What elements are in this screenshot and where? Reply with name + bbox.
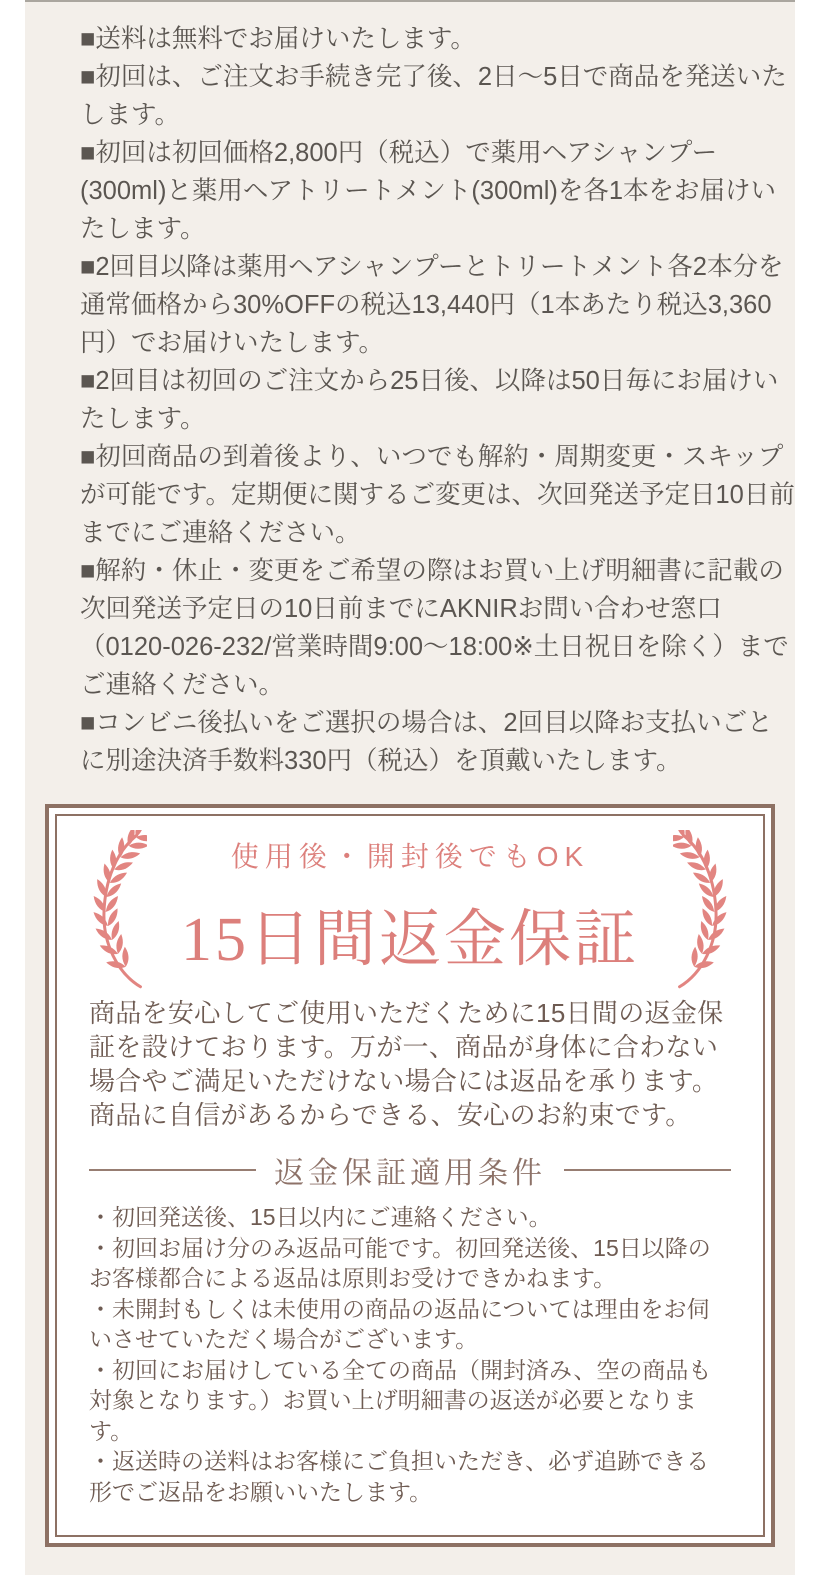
guarantee-description: [89, 996, 731, 1132]
guarantee-description-paragraph: 商品を安心してご使用いただくために15日間の返金保証を設けております。万が一、商品が身体に合わない場合やご満足いただけない場合には返品を承ります。: [89, 998, 724, 1096]
guarantee-title: 15日間返金保証: [180, 905, 639, 974]
conditions-heading: [89, 1148, 731, 1192]
terms-item: ■コンビニ後払いをご選択の場合は、2回目以降お支払いごとに別途決済手数料330円（税込）を頂戴いたします。: [80, 709, 773, 775]
conditions-heading-label: 返金保証適用条件: [274, 1157, 546, 1190]
content-column: [25, 0, 795, 1575]
guarantee-box-inner: [55, 814, 765, 1537]
terms-item: ■2回目は初回のご注文から25日後、以降は50日毎にお届けいたします。: [80, 367, 779, 433]
terms-item: ■初回は初回価格2,800円（税込）で薬用ヘアシャンプー(300ml)と薬用ヘアトリートメント(300ml)を各1本をお届けいたします。: [80, 139, 777, 243]
terms-item: ■初回は、ご注文お手続き完了後、2日〜5日で商品を発送いたします。: [80, 63, 787, 129]
guarantee-header: [89, 830, 731, 992]
money-back-guarantee-box: [45, 804, 775, 1547]
terms-item: ■送料は無料でお届けいたします。: [80, 25, 476, 53]
guarantee-description-paragraph: 商品に自信があるからできる、安心のお約束です。: [89, 1100, 692, 1130]
subscription-terms-list: [25, 2, 795, 804]
terms-item: ■初回商品の到着後より、いつでも解約・周期変更・スキップが可能です。定期便に関するご変更は、次回発送予定日10日前までにご連絡ください。: [80, 443, 795, 547]
divider-line-right: [564, 1169, 731, 1171]
guarantee-titles: [147, 835, 673, 988]
condition-item: ・初回にお届けしている全ての商品（開封済み、空の商品も対象となります。）お買い上げ明細書の返送が必要となります。: [89, 1356, 712, 1444]
laurel-branch-left-icon: [89, 830, 147, 992]
guarantee-subtitle: 使用後・開封後でもOK: [230, 840, 590, 872]
condition-item: ・初回お届け分のみ返品可能です。初回発送後、15日以降のお客様都合による返品は原則お受けできかねます。: [89, 1234, 711, 1291]
laurel-branch-right-icon: [673, 830, 731, 992]
divider-line-left: [89, 1169, 256, 1171]
terms-item: ■解約・休止・変更をご希望の際はお買い上げ明細書に記載の次回発送予定日の10日前までにAKNIRお問い合わせ窓口（0120-026-232/営業時間9:00〜18:00※土日祝日を除く）までご連絡ください。: [80, 557, 789, 699]
condition-item: ・初回発送後、15日以内にご連絡ください。: [89, 1204, 552, 1230]
conditions-list: [89, 1202, 731, 1507]
condition-item: ・未開封もしくは未使用の商品の返品については理由をお伺いさせていただく場合がございます。: [89, 1295, 710, 1352]
terms-item: ■2回目以降は薬用ヘアシャンプーとトリートメント各2本分を通常価格から30%OFFの税込13,440円（1本あたり税込3,360円）でお届けいたします。: [80, 253, 784, 357]
condition-item: ・返送時の送料はお客様にご負担いただき、必ず追跡できる形でご返品をお願いいたします。: [89, 1448, 710, 1505]
